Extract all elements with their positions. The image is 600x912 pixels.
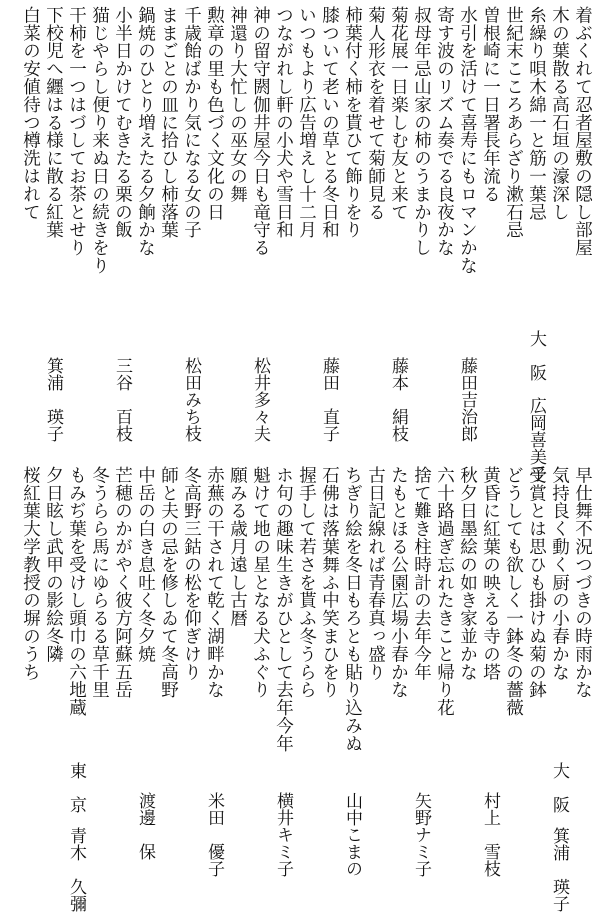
haiku-line: 菊人形衣を着せて菊師見る — [365, 6, 386, 221]
author-name: 山中こまの — [342, 792, 362, 877]
author-prefecture: 東 京 — [66, 762, 86, 813]
haiku-line: 秋夕日墨絵の如き家並かな — [457, 466, 478, 681]
haiku-line: 糸繰り唄木綿一と筋一葉忌 — [526, 6, 547, 221]
haiku-line: いつもより広告増えし十二月 — [296, 6, 317, 239]
author-credit — [343, 792, 360, 877]
author-credit — [44, 357, 61, 442]
haiku-line: 石佛は落葉舞ふ中笑まひをり — [319, 466, 340, 699]
author-credit — [458, 357, 475, 442]
haiku-line: 菊花展一日楽しむ友と来て — [388, 6, 409, 221]
haiku-line: 赤蕪の干されて乾く湖畔かな — [204, 466, 225, 699]
haiku-line: どうしても欲しく一鉢冬の薔薇 — [503, 466, 524, 717]
author-name: 箕浦 瑛子 — [43, 357, 63, 442]
haiku-line: 冬高野三鈷の松を仰ぎけり — [181, 466, 202, 681]
author-prefecture: 大 阪 — [549, 762, 569, 813]
haiku-line: 世紀末こころあらざり漱石忌 — [503, 6, 524, 239]
author-credit — [550, 762, 567, 912]
haiku-line: 小半日かけてむきたる栗の飯 — [112, 6, 133, 239]
haiku-line: 黄昏に紅葉の映える寺の塔 — [480, 466, 501, 681]
haiku-line: ホ句の趣味生きがひとして去年今年 — [273, 466, 294, 753]
author-credit — [182, 357, 199, 442]
haiku-line: ちぎり絵を冬日もろとも貼り込みぬ — [342, 466, 363, 753]
author-credit — [136, 792, 153, 860]
author-name: 矢野ナミ子 — [411, 792, 431, 877]
author-credit — [412, 792, 429, 877]
haiku-line: 師と夫の忌を修しゐて冬高野 — [158, 466, 179, 699]
author-credit — [274, 792, 291, 877]
haiku-line: 捨て難き柱時計の去年今年 — [411, 466, 432, 681]
author-name: 松井多々夫 — [250, 357, 270, 442]
author-credit — [251, 357, 268, 442]
haiku-line: 神還り大忙しの巫女の舞 — [227, 6, 248, 203]
haiku-line: 受賞とは思ひも掛けぬ菊の鉢 — [526, 466, 547, 699]
haiku-line: 早仕舞不況つづきの時雨かな — [572, 466, 593, 699]
haiku-line: 六十路過ぎ忘れたきこと帰り花 — [434, 466, 455, 717]
haiku-line: 冬うらら馬にゆらるる草千里 — [89, 466, 110, 699]
haiku-line: 握手して若さを貰ふ冬うらら — [296, 466, 317, 699]
haiku-line: 水引を活けて喜寿にもロマンかな — [457, 6, 478, 275]
haiku-line: つながれし軒の小犬や雪日和 — [273, 6, 294, 239]
author-credit — [481, 792, 498, 877]
haiku-line: 気持良く動く厨の小春かな — [549, 466, 570, 681]
haiku-line: 着ぶくれて忍者屋敷の隠し部屋 — [572, 6, 593, 257]
haiku-line: 神の留守閼伽井屋今日も竜守る — [250, 6, 271, 257]
author-prefecture: 大 阪 — [526, 330, 546, 381]
haiku-line: もみぢ葉を受けし頭巾の六地蔵 — [66, 466, 87, 717]
haiku-line: 干柿を一つはづしてお茶とせり — [66, 6, 87, 257]
author-credit — [205, 792, 222, 877]
author-name: 三谷 百枝 — [112, 357, 132, 442]
author-name: 米田 優子 — [204, 792, 224, 877]
author-name: 広岡喜美子 — [526, 397, 546, 482]
haiku-line: 膝ついて老いの草とる冬日和 — [319, 6, 340, 239]
author-name: 松田みち枝 — [181, 357, 201, 442]
haiku-line: 猫じやらし便り来ぬ日の続きをり — [89, 6, 110, 275]
haiku-line: 柿葉付く柿を貰ひて飾りをり — [342, 6, 363, 239]
author-name: 渡邊 保 — [135, 792, 155, 860]
haiku-line: たもとほる公園広場小春かな — [388, 466, 409, 699]
author-name: 箕浦 瑛子 — [549, 827, 569, 912]
author-credit — [389, 357, 406, 442]
author-credit — [113, 357, 130, 442]
haiku-line: 勲章の里も色づく文化の日 — [204, 6, 225, 221]
author-credit — [527, 330, 544, 482]
author-credit — [320, 357, 337, 442]
haiku-line: ままごとの皿に拾ひし柿落葉 — [158, 6, 179, 239]
haiku-line: 寄す波のリズム奏でる良夜かな — [434, 6, 455, 257]
haiku-line: 下校児へ纒はる様に散る紅葉 — [43, 6, 64, 239]
haiku-line: 鍋焼のひとり増えたる夕餉かな — [135, 6, 156, 257]
author-name: 藤田吉治郎 — [457, 357, 477, 442]
haiku-line: 白菜の安値待つ樽洗はれて — [20, 6, 41, 221]
haiku-line: 夕日眩し武甲の影絵冬隣 — [43, 466, 64, 663]
haiku-line: 木の葉散る高石垣の濠深し — [549, 6, 570, 221]
author-name: 藤田 直子 — [319, 357, 339, 442]
haiku-line: 魁けて地の星となる犬ふぐり — [250, 466, 271, 699]
haiku-line: 古日記線れば青春真っ盛り — [365, 466, 386, 681]
author-name: 村上 雪枝 — [480, 792, 500, 877]
author-credit — [67, 762, 84, 912]
haiku-line: 桜紅葉大学教授の塀のうち — [20, 466, 41, 681]
author-name: 青木 久彌 — [66, 827, 86, 912]
haiku-line: 叔母年忌山家の柿のうまかりし — [411, 6, 432, 257]
haiku-line: 中岳の白き息吐く冬夕焼 — [135, 466, 156, 663]
author-name: 横井キミ子 — [273, 792, 293, 877]
haiku-line: 千歳飴ばかり気になる女の子 — [181, 6, 202, 239]
haiku-line: 願みる歳月遠し古暦 — [227, 466, 248, 628]
haiku-line: 芒穂のかがやく彼方阿蘇五岳 — [112, 466, 133, 699]
haiku-line: 曽根崎に一日署長年流る — [480, 6, 501, 203]
author-name: 藤本 絹枝 — [388, 357, 408, 442]
